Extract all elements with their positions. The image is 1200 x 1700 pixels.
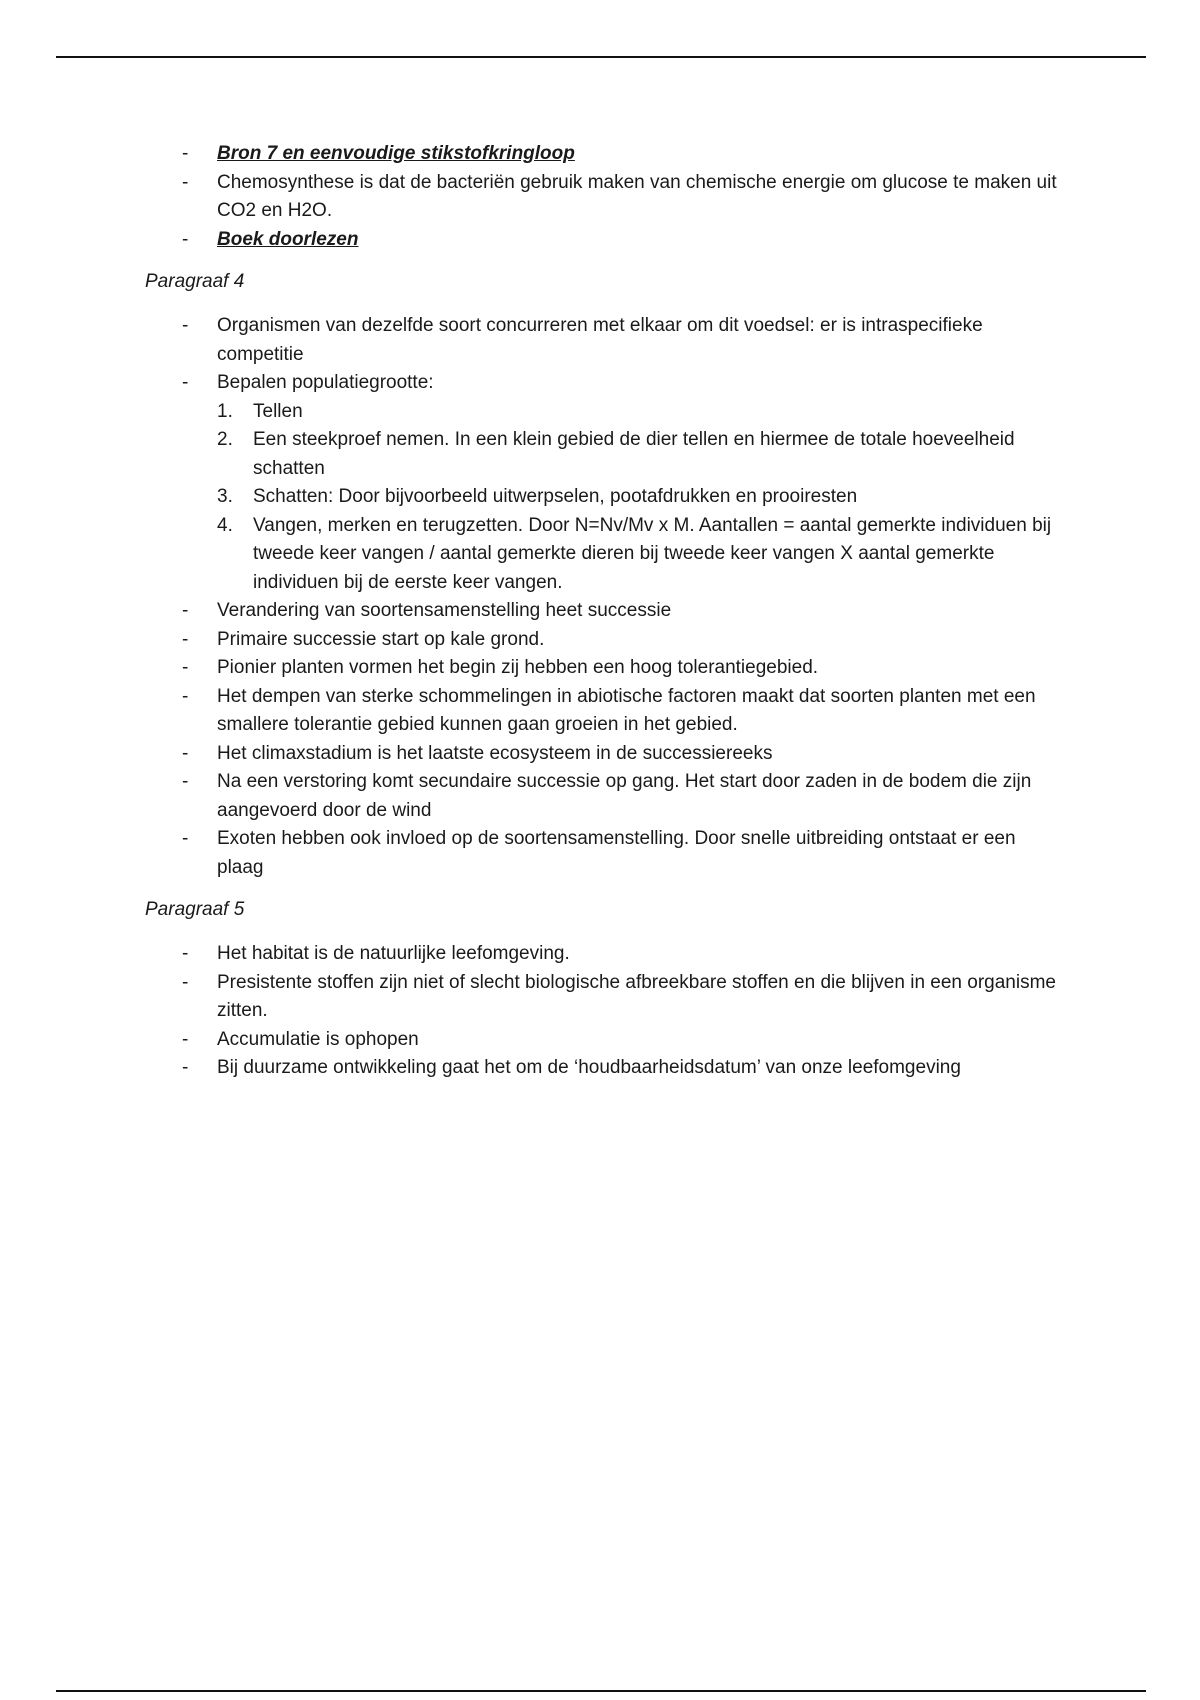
numbered-item-text: Vangen, merken en terugzetten. Door N=Nv/Mv x M. Aantallen = aantal gemerkte individuen bij tweede keer vangen / aantal gemerkte dieren bij tweede keer vangen X aantal gemerkte individuen bij de eerste keer vangen. (253, 514, 1052, 593)
item-number: 3. (217, 486, 233, 507)
numbered-item (217, 426, 1060, 483)
bullet-dash: - (182, 943, 189, 964)
list-item (0, 940, 1200, 969)
list-item (0, 597, 1200, 626)
section-heading: Paragraaf 4 (145, 271, 245, 292)
item-number: 2. (217, 429, 233, 450)
bullet-dash: - (182, 228, 189, 250)
list-item-text: Pionier planten vormen het begin zij hebben een hoog tolerantiegebied. (217, 657, 819, 678)
bullet-dash: - (182, 628, 189, 650)
numbered-item (217, 512, 1060, 598)
list-item (0, 626, 1200, 655)
bullet-dash: - (182, 315, 189, 336)
bullet-dash: - (182, 372, 189, 393)
list-item (0, 369, 1200, 597)
list-item (0, 740, 1200, 769)
document-body (0, 140, 1200, 1083)
list-item-text: Primaire successie start op kale grond. (217, 628, 545, 650)
bullet-dash: - (182, 971, 189, 993)
list-item-text: Exoten hebben ook invloed op de soortensamenstelling. Door snelle uitbreiding ontstaat er een plaag (217, 828, 1016, 878)
numbered-item-text: Een steekproef nemen. In een klein gebied de dier tellen en hiermee de totale hoeveelheid schatten (253, 429, 1015, 479)
list-item (0, 169, 1200, 226)
list-item-text: Accumulatie is ophopen (217, 1028, 419, 1050)
list-item (0, 654, 1200, 683)
bullet-dash: - (182, 1057, 189, 1078)
numbered-item (217, 398, 1060, 427)
bullet-dash: - (182, 771, 189, 792)
list-item-text: Bron 7 en eenvoudige stikstofkringloop (217, 143, 575, 164)
item-number: 4. (217, 514, 233, 536)
section-heading: Paragraaf 5 (145, 899, 245, 920)
bullet-dash: - (182, 657, 189, 678)
bullet-dash: - (182, 143, 189, 164)
list-item-text: Het climaxstadium is het laatste ecosysteem in de successiereeks (217, 742, 773, 764)
bullet-dash: - (182, 828, 189, 849)
list-item-text: Na een verstoring komt secundaire successie op gang. Het start door zaden in de bodem die zijn aangevoerd door de wind (217, 771, 1032, 821)
numbered-item-text: Schatten: Door bijvoorbeeld uitwerpselen, pootafdrukken en prooiresten (253, 486, 858, 507)
list-item (0, 1054, 1200, 1083)
list-item (0, 683, 1200, 740)
list-item-text: Organismen van dezelfde soort concurreren met elkaar om dit voedsel: er is intraspecifieke competitie (217, 315, 983, 365)
par5-list (0, 940, 1200, 1083)
list-item (0, 226, 1200, 255)
numbered-item-text: Tellen (253, 400, 303, 422)
list-item (0, 312, 1200, 369)
header-rule (56, 56, 1146, 58)
list-item-text: Het habitat is de natuurlijke leefomgeving. (217, 943, 570, 964)
list-item (0, 140, 1200, 169)
list-item-text: Chemosynthese is dat de bacteriën gebruik maken van chemische energie om glucose te maken uit CO2 en H2O. (217, 171, 1057, 221)
bullet-dash: - (182, 685, 189, 707)
par4-list (0, 312, 1200, 882)
list-item-text: Presistente stoffen zijn niet of slecht biologische afbreekbare stoffen en die blijven in een organisme zitten. (217, 971, 1056, 1021)
bullet-dash: - (182, 1028, 189, 1050)
item-number: 1. (217, 400, 233, 422)
list-item (0, 969, 1200, 1026)
list-item-text: Bepalen populatiegrootte: (217, 372, 434, 393)
numbered-item (217, 483, 1060, 512)
list-item (0, 1026, 1200, 1055)
bullet-dash: - (182, 171, 189, 193)
footer-rule (56, 1690, 1146, 1692)
list-item-text: Het dempen van sterke schommelingen in abiotische factoren maakt dat soorten planten met een smallere tolerantie gebied kunnen gaan groeien in het gebied. (217, 685, 1036, 735)
intro-list (0, 140, 1200, 254)
list-item-text: Verandering van soortensamenstelling heet successie (217, 600, 672, 621)
numbered-list (217, 398, 1060, 598)
bullet-dash: - (182, 742, 189, 764)
list-item-text: Boek doorlezen (217, 228, 359, 250)
list-item (0, 825, 1200, 882)
bullet-dash: - (182, 600, 189, 621)
list-item (0, 768, 1200, 825)
list-item-text: Bij duurzame ontwikkeling gaat het om de ‘houdbaarheidsdatum’ van onze leefomgeving (217, 1057, 961, 1078)
